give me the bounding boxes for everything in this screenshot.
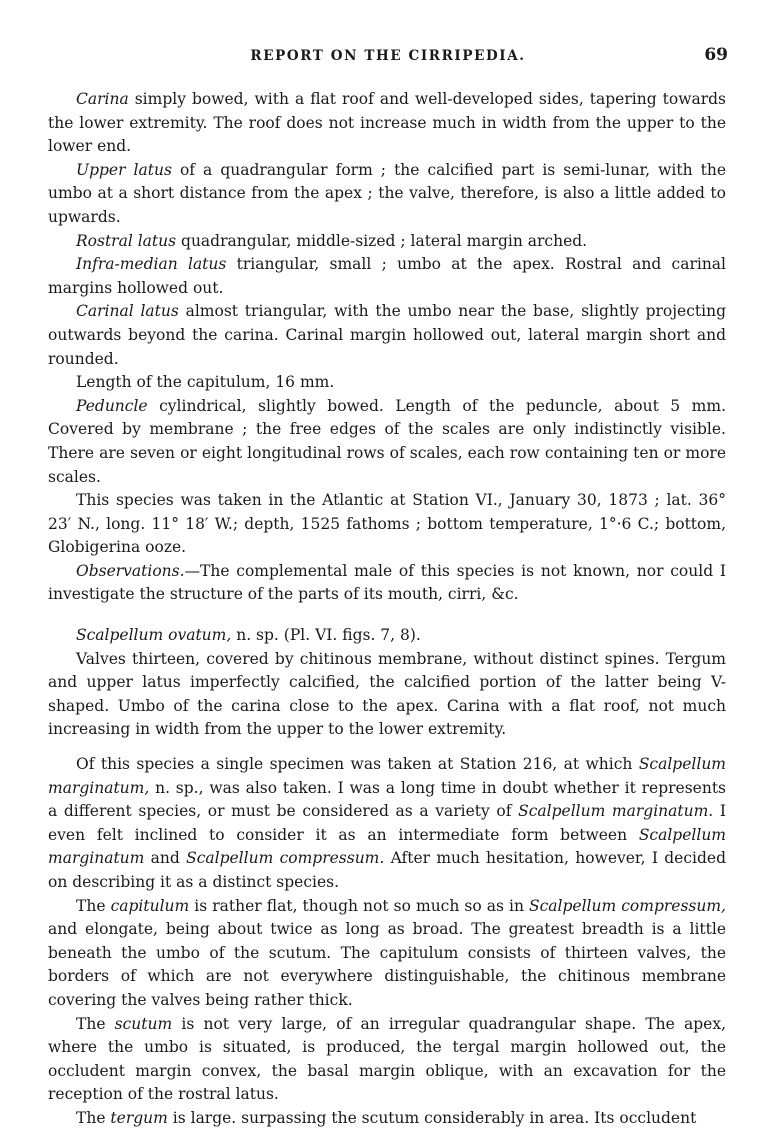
text-station: This species was taken in the Atlantic at Station VI., January 30, 1873 ; lat. 36° 23′ N., long. 11° 18′ W.; depth, 1525 fathoms ; bottom temperature, 1°·6 C.; bottom, Globigerina ooze. [48, 491, 726, 557]
species-reference: n. sp. (Pl. VI. figs. 7, 8). [231, 626, 421, 645]
body-text [48, 88, 726, 1131]
paragraph-specimen [48, 753, 726, 895]
text-valves: Valves thirteen, covered by chitinous membrane, without distinct spines. Tergum and upper latus imperfectly calcified, the calcified portion of the latter being V-shaped. Umbo of the carina close to the apex. Carina with a flat roof, not much increasing in width from the upper to the lower extremity. [48, 649, 726, 739]
text-specimen-5: After much hesitation, however, I decided on describing it as a distinct species. [48, 849, 726, 891]
taxon-name: Scalpellum compressum, [529, 896, 726, 915]
species-name: Scalpellum ovatum, [76, 626, 232, 645]
taxon-name: Scalpellum compressum. [186, 849, 385, 868]
text-capitulum-3: and elongate, being about twice as long as broad. The greatest breadth is a little beneath the umbo of the scutum. The capitulum consists of thirteen valves, the borders of which are not everywhere distinguishable, the chitinous membrane covering the valves being rather thick. [48, 920, 726, 1009]
paragraph-station [48, 489, 726, 560]
text-tergum-2: is large. surpassing the scutum considerably in area. Its occludent [167, 1108, 697, 1127]
species-heading [48, 624, 726, 648]
term-tergum: tergum [110, 1108, 168, 1127]
paragraph-upper-latus [48, 159, 726, 230]
paragraph-carina [48, 88, 726, 159]
paragraph-tergum [48, 1107, 726, 1131]
term-observations: Observations. [76, 561, 185, 580]
text-observations: —The complemental male of this species is not known, nor could I investigate the structure of the parts of its mouth, cirri, &c. [48, 561, 726, 604]
text-specimen-2: n. sp., was also taken. I was a long time in doubt whether it represents a different species, or must be considered as a variety of [48, 778, 726, 821]
text-carinal-latus: almost triangular, with the umbo near the base, slightly projecting outwards beyond the carina. Carinal margin hollowed out, lateral margin short and rounded. [48, 302, 726, 368]
term-peduncle: Peduncle [76, 396, 148, 415]
taxon-name: Scalpellum marginatum, [48, 755, 726, 797]
running-head: REPORT ON THE CIRRIPEDIA. [250, 48, 526, 64]
paragraph-rostral-latus [48, 230, 726, 254]
taxon-name: Scalpellum marginatum. [518, 802, 714, 821]
term-scutum: scutum [114, 1014, 173, 1033]
text-capitulum-1: The [76, 896, 111, 915]
text-infra-median-latus: triangular, small ; umbo at the apex. Rostral and carinal margins hollowed out. [48, 255, 726, 297]
paragraph-scutum [48, 1013, 726, 1107]
text-specimen-4: and [144, 849, 187, 868]
text-scutum-2: is not very large, of an irregular quadrangular shape. The apex, where the umbo is situated, is produced, the tergal margin hollowed out, the occludent margin convex, the basal margin oblique, with an excavation for the reception of the rostral latus. [48, 1014, 726, 1104]
text-capitulum-2: is rather flat, though not so much so as in [189, 896, 529, 915]
paragraph-capitulum [48, 895, 726, 1013]
text-peduncle: cylindrical, slightly bowed. Length of the peduncle, about 5 mm. Covered by membrane ; the free edges of the scales are only indistinctly visible. There are seven or eight longitudinal rows of scales, each row containing ten or more scales. [48, 396, 726, 486]
term-upper-latus: Upper latus [76, 160, 172, 179]
text-carina: simply bowed, with a flat roof and well-developed sides, tapering towards the lower extremity. The roof does not increase much in width from the upper to the lower end. [48, 90, 726, 156]
term-carinal-latus: Carinal latus [76, 302, 179, 321]
text-upper-latus: of a quadrangular form ; the calcified part is semi-lunar, with the umbo at a short distance from the apex ; the valve, therefore, is also a little added to upwards. [48, 160, 727, 226]
text-specimen-3: I even felt inclined to consider it as an intermediate form between [48, 802, 726, 844]
term-rostral-latus: Rostral latus [76, 231, 177, 250]
term-carina: Carina [76, 90, 129, 108]
paragraph-infra-median-latus [48, 253, 726, 300]
paragraph-capitulum-length [48, 371, 726, 395]
taxon-name: Scalpellum marginatum [48, 825, 726, 868]
text-tergum-1: The [76, 1108, 111, 1127]
paragraph-valves [48, 648, 726, 742]
term-capitulum: capitulum [110, 896, 190, 915]
paragraph-peduncle [48, 395, 726, 489]
page-header [48, 45, 728, 72]
paragraph-carinal-latus [48, 300, 726, 371]
text-specimen-1: Of this species a single specimen was taken at Station 216, at which [76, 755, 639, 774]
term-infra-median-latus: Infra-median latus [76, 255, 227, 274]
text-scutum-1: The [76, 1014, 115, 1033]
page-number: 69 [704, 45, 728, 65]
text-rostral-latus: quadrangular, middle-sized ; lateral margin arched. [176, 231, 588, 250]
paragraph-observations [48, 560, 726, 607]
text-capitulum-length: Length of the capitulum, 16 mm. [76, 373, 335, 392]
